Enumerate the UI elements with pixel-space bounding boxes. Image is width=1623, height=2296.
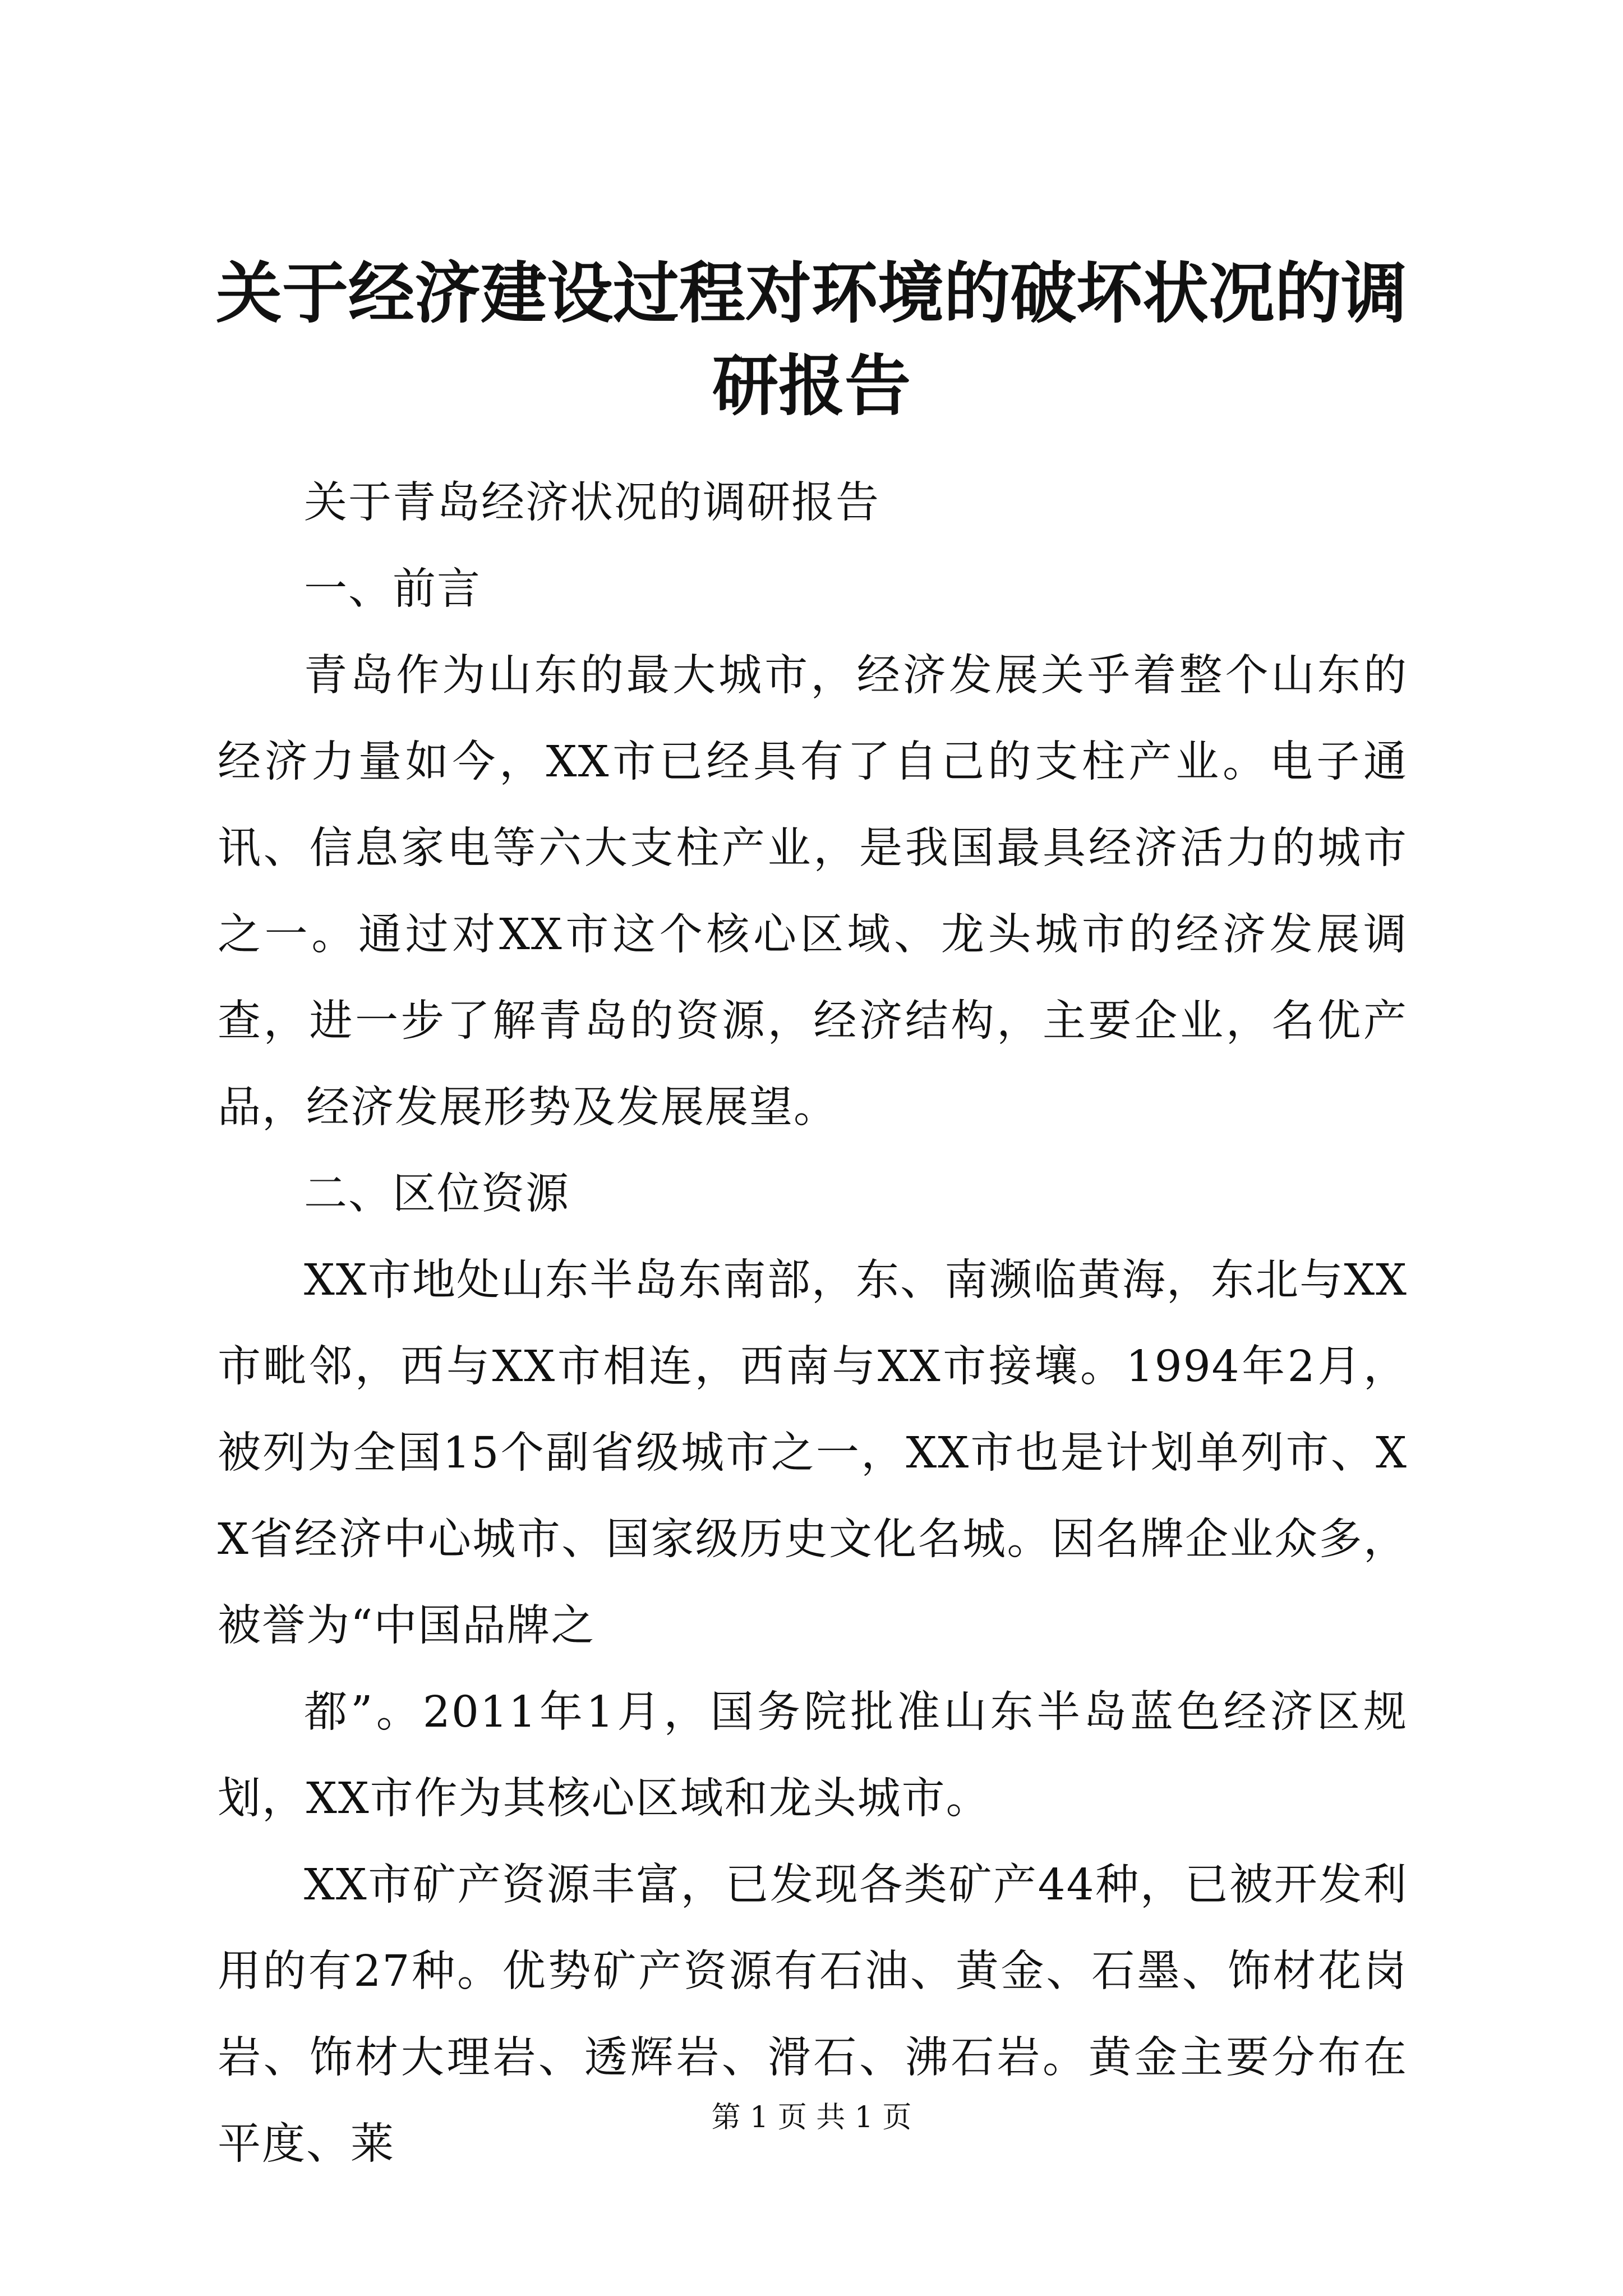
- body-paragraph: 青岛作为山东的最大城市，经济发展关乎着整个山东的经济力量如今，XX市已经具有了自己的支柱产业。电子通讯、信息家电等六大支柱产业，是我国最具经济活力的城市之一。通过对XX市这个核心区域、龙头城市的经济发展调查，进一步了解青岛的资源，经济结构，主要企业，名优产品，经济发展形势及发展展望。: [218, 651, 1408, 1133]
- document-body: [218, 460, 1408, 2188]
- document-title: 关于经济建设过程对环境的破坏状况的调研报告: [215, 254, 1407, 425]
- page-footer: 第 1 页 共 1 页: [711, 2101, 912, 2134]
- section-heading-location-resources: 二、区位资源: [304, 1169, 570, 1219]
- body-paragraph: XX市地处山东半岛东南部，东、南濒临黄海，东北与XX市毗邻，西与XX市相连，西南与XX市接壤。1994年2月，被列为全国15个副省级城市之一，XX市也是计划单列市、XX省经济中心城市、国家级历史文化名城。因名牌企业众多，被誉为“中国品牌之: [218, 1255, 1408, 1651]
- body-paragraph: XX市矿产资源丰富，已发现各类矿产44种，已被开发利用的有27种。优势矿产资源有石油、黄金、石墨、饰材花岗岩、饰材大理岩、透辉岩、滑石、沸石岩。黄金主要分布在平度、莱: [218, 1860, 1408, 2169]
- section-heading-preface: 一、前言: [304, 564, 481, 614]
- body-paragraph: 都”。2011年1月，国务院批准山东半岛蓝色经济区规划，XX市作为其核心区域和龙头城市。: [218, 1687, 1408, 1824]
- report-subtitle: 关于青岛经济状况的调研报告: [304, 478, 880, 528]
